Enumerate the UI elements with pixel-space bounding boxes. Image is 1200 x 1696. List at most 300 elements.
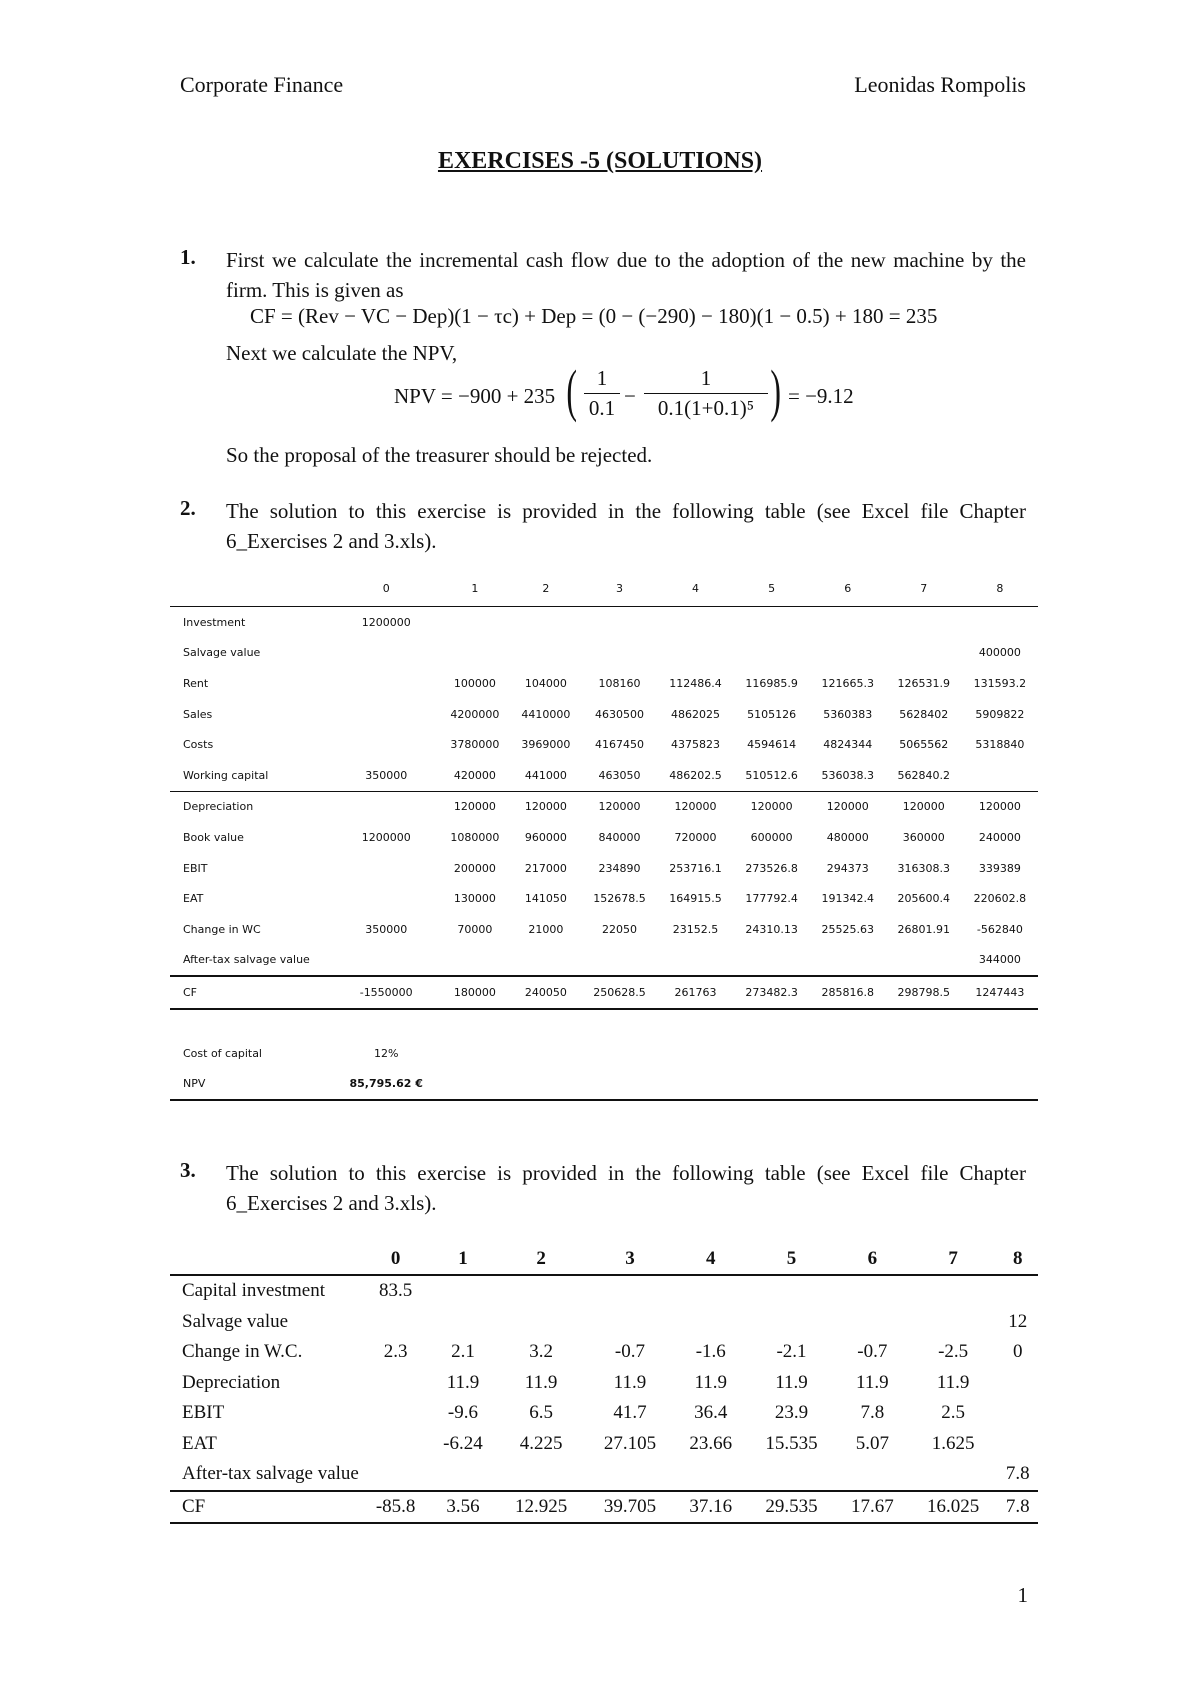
table-cell: 960000 — [524, 830, 567, 844]
year-header: 5 — [747, 1244, 836, 1275]
table-cell — [510, 945, 581, 977]
table-cell: 2.1 — [451, 1341, 475, 1363]
table-row — [170, 945, 1038, 977]
table-cell: 400000 — [978, 646, 1021, 660]
table-cell: 1200000 — [361, 830, 411, 844]
exercise3-text: The solution to this exercise is provided in the following table (see Excel file Chapter 6_Exercises 2 and 3.xls). — [226, 1161, 1026, 1215]
table-cell — [333, 883, 439, 914]
table-spacer-cell — [886, 1009, 962, 1038]
table-cell: 298798.5 — [886, 976, 962, 1009]
table-spacer-cell — [734, 1038, 810, 1069]
table-cell: 1247443 — [962, 976, 1038, 1009]
table-cell: -2.1 — [776, 1341, 807, 1363]
table-cell: 5.07 — [855, 1432, 889, 1454]
table-row — [170, 1398, 1038, 1429]
table-cell: -1.6 — [695, 1341, 726, 1363]
table-cell: 15.535 — [765, 1432, 818, 1454]
npv-fraction-1-denominator: 0.1 — [588, 396, 616, 420]
table-cell — [962, 607, 1038, 638]
table-cell — [734, 607, 810, 638]
table-row — [170, 822, 1038, 853]
table-cell — [734, 945, 810, 977]
table-header-row — [170, 1244, 1038, 1275]
table-cell: 2.3 — [383, 1341, 408, 1363]
exercise3-cashflow-table — [170, 1244, 1038, 1524]
table-cell: 1.625 — [931, 1432, 975, 1454]
table-spacer-cell — [581, 1068, 657, 1100]
table-cell — [810, 607, 886, 638]
table-cell — [674, 1307, 747, 1338]
table-cell: 344000 — [978, 953, 1021, 967]
row-label: CF — [170, 976, 333, 1009]
table-cell: -0.7 — [614, 1341, 645, 1363]
table-cell: 83.5 — [379, 1280, 413, 1302]
table-cell: 180000 — [439, 976, 510, 1009]
row-label: Change in WC — [183, 922, 261, 936]
table-row — [170, 976, 1038, 1009]
table-spacer-cell — [510, 1038, 581, 1069]
exercise2-number: 2. — [180, 496, 196, 520]
year-header: 8 — [962, 570, 1038, 607]
table-cell — [510, 638, 581, 669]
table-cell — [998, 1368, 1038, 1399]
table-row — [170, 883, 1038, 914]
table-spacer-cell — [886, 1038, 962, 1069]
table-cell: 11.9 — [613, 1371, 647, 1393]
table-cell: 840000 — [598, 830, 641, 844]
table-cell: 600000 — [750, 830, 793, 844]
table-cell: 4167450 — [594, 738, 644, 752]
table-cell: 480000 — [826, 830, 869, 844]
table-cell — [886, 607, 962, 638]
table-cell: 164915.5 — [669, 892, 722, 906]
table-cell: 37.16 — [674, 1491, 747, 1524]
table-cell: 12 — [1008, 1310, 1028, 1332]
table-cell: 120000 — [581, 791, 657, 822]
table-cell — [909, 1307, 998, 1338]
exercise2-text: The solution to this exercise is provided in the following table (see Excel file Chapter 6_Exercises 2 and 3.xls). — [226, 499, 1026, 553]
table-row — [170, 638, 1038, 669]
table-cell: 5318840 — [975, 738, 1025, 752]
table-row — [170, 760, 1038, 791]
table-cell: 4594614 — [747, 738, 797, 752]
table-cell: 27.105 — [603, 1432, 657, 1454]
header-label-cell — [170, 1244, 362, 1275]
table-cell: 4862025 — [671, 707, 721, 721]
table-cell: 7.8 — [860, 1402, 885, 1424]
table-spacer-cell — [581, 1009, 657, 1038]
row-label: EAT — [183, 892, 204, 906]
year-header: 3 — [581, 570, 657, 607]
table-cell — [658, 638, 734, 669]
table-cell: 4630500 — [594, 707, 644, 721]
table-cell: 70000 — [457, 922, 493, 936]
table-cell — [362, 1307, 429, 1338]
exercise1-next-text: Next we calculate the NPV, — [226, 341, 458, 365]
table-cell: 200000 — [453, 861, 496, 875]
table-spacer-cell — [170, 1009, 333, 1038]
exercise1-cf-equation: CF = (Rev − VC − Dep)(1 − τc) + Dep = (0 − (−290) − 180)(1 − 0.5) + 180 = 235 — [250, 304, 938, 328]
table-cell: 7.8 — [1005, 1463, 1030, 1485]
table-cell: 3.2 — [529, 1341, 553, 1363]
table-cell: 120000 — [962, 791, 1038, 822]
table-cell: 220602.8 — [973, 892, 1027, 906]
row-label: Rent — [183, 676, 209, 690]
table-cell: 104000 — [524, 676, 567, 690]
row-label: EAT — [182, 1432, 217, 1454]
table-row — [170, 853, 1038, 884]
table-spacer-cell — [810, 1038, 886, 1069]
table-cell: 5065562 — [899, 738, 949, 752]
table-cell: 12.925 — [497, 1491, 586, 1524]
table-cell: 205600.4 — [897, 892, 951, 906]
exercise1-text: First we calculate the incremental cash flow due to the adoption of the new machine by the firm. This is given as — [226, 248, 1026, 302]
table-row — [170, 1337, 1038, 1368]
table-cell: 240050 — [510, 976, 581, 1009]
table-cell — [581, 945, 657, 977]
table-cell: 285816.8 — [810, 976, 886, 1009]
table-cell: 126531.9 — [897, 676, 951, 690]
table-row — [170, 607, 1038, 638]
table-cell: 177792.4 — [745, 892, 798, 906]
table-spacer-cell — [734, 1068, 810, 1100]
row-label: Sales — [183, 707, 213, 721]
table-cell: -6.24 — [443, 1432, 483, 1454]
table-cell — [439, 638, 510, 669]
table-cell — [674, 1275, 747, 1307]
table-cell: 121665.3 — [821, 676, 874, 690]
year-header: 8 — [998, 1244, 1038, 1275]
table-cell — [747, 1459, 836, 1491]
year-header: 6 — [810, 570, 886, 607]
table-cell: 7.8 — [998, 1491, 1038, 1524]
row-label: Depreciation — [182, 1371, 281, 1393]
table-cell: 273482.3 — [734, 976, 810, 1009]
table-cell — [586, 1459, 675, 1491]
table-cell: 0 — [1013, 1341, 1023, 1363]
table-cell — [747, 1307, 836, 1338]
row-label: Working capital — [183, 768, 269, 782]
table-cell — [333, 791, 439, 822]
table-cell — [333, 853, 439, 884]
table-cell — [658, 945, 734, 977]
table-cell — [998, 1275, 1038, 1307]
table-cell — [333, 668, 439, 699]
table-cell: 486202.5 — [669, 768, 722, 782]
table-cell — [362, 1429, 429, 1460]
table-row — [170, 914, 1038, 945]
table-row — [170, 1429, 1038, 1460]
npv-fraction-1 — [584, 366, 620, 421]
page-title: EXERCISES -5 (SOLUTIONS) — [437, 148, 763, 174]
table-cell — [962, 760, 1038, 791]
table-cell: 130000 — [453, 892, 496, 906]
table-cell: 261763 — [658, 976, 734, 1009]
row-label: After-tax salvage value — [183, 953, 310, 967]
year-header: 1 — [439, 570, 510, 607]
table-spacer-cell — [962, 1038, 1038, 1069]
table-cell: 23152.5 — [672, 922, 719, 936]
table-cell: 6.5 — [529, 1402, 553, 1424]
year-header: 3 — [586, 1244, 675, 1275]
table-cell: 26801.91 — [897, 922, 951, 936]
table-spacer-cell — [886, 1068, 962, 1100]
npv-minus: − — [624, 384, 636, 408]
table-cell — [429, 1307, 496, 1338]
npv-right-paren: ) — [770, 358, 781, 423]
table-cell: 4375823 — [671, 738, 721, 752]
table-cell — [909, 1459, 998, 1491]
exercise2-cashflow-table — [170, 570, 1038, 1101]
table-cell: 562840.2 — [897, 768, 951, 782]
table-cell: -2.5 — [938, 1341, 969, 1363]
table-cell: -1550000 — [333, 976, 439, 1009]
year-header: 4 — [674, 1244, 747, 1275]
table-cell — [886, 638, 962, 669]
row-label: Salvage value — [183, 646, 261, 660]
row-label: Costs — [183, 738, 214, 752]
table-cell — [734, 638, 810, 669]
row-label: Capital investment — [182, 1280, 326, 1302]
exercise1-number: 1. — [180, 245, 196, 269]
table-cell: 120000 — [734, 791, 810, 822]
cost-of-capital-row — [170, 1038, 1038, 1069]
table-cell: 339389 — [978, 861, 1021, 875]
table-cell: 120000 — [658, 791, 734, 822]
table-cell — [362, 1459, 429, 1491]
table-row — [170, 668, 1038, 699]
row-label: After-tax salvage value — [182, 1463, 359, 1485]
npv-formula — [394, 358, 864, 442]
table-cell: 11.9 — [936, 1371, 970, 1393]
table-cell — [658, 607, 734, 638]
table-spacer-cell — [439, 1038, 510, 1069]
cost-of-capital-label: Cost of capital — [183, 1046, 262, 1060]
year-header: 5 — [734, 570, 810, 607]
table-cell: 5360383 — [823, 707, 873, 721]
table-cell — [836, 1307, 909, 1338]
table-cell: 24310.13 — [745, 922, 798, 936]
table-spacer-cell — [333, 1009, 439, 1038]
table-cell — [586, 1307, 675, 1338]
table-row — [170, 1368, 1038, 1399]
table-cell: 5105126 — [747, 707, 797, 721]
table-cell: 17.67 — [836, 1491, 909, 1524]
table-cell: 510512.6 — [745, 768, 798, 782]
npv-lhs: NPV = −900 + 235 — [394, 384, 556, 408]
table-cell — [497, 1459, 586, 1491]
header-author: Leonidas Rompolis — [854, 72, 1026, 97]
table-cell: 100000 — [453, 676, 496, 690]
table-cell: 41.7 — [613, 1402, 647, 1424]
table-cell — [333, 945, 439, 977]
table-spacer-cell — [510, 1068, 581, 1100]
table-cell — [998, 1429, 1038, 1460]
year-header: 7 — [886, 570, 962, 607]
npv-value: 85,795.62 € — [333, 1068, 439, 1100]
row-label: CF — [170, 1491, 362, 1524]
table-spacer-cell — [658, 1009, 734, 1038]
table-cell: 4200000 — [450, 707, 500, 721]
table-cell — [810, 638, 886, 669]
table-cell: 11.9 — [775, 1371, 808, 1393]
table-cell: 360000 — [902, 830, 945, 844]
table-row — [170, 699, 1038, 730]
year-header: 2 — [510, 570, 581, 607]
table-cell — [333, 699, 439, 730]
table-cell: 120000 — [886, 791, 962, 822]
table-cell — [429, 1275, 496, 1307]
table-spacer-cell — [962, 1009, 1038, 1038]
table-cell: 21000 — [528, 922, 564, 936]
table-cell: -0.7 — [857, 1341, 888, 1363]
table-cell: 3969000 — [521, 738, 571, 752]
table-cell: 4.225 — [519, 1432, 563, 1454]
year-header: 2 — [497, 1244, 586, 1275]
table-cell — [362, 1368, 429, 1399]
table-cell: 11.9 — [446, 1371, 480, 1393]
npv-fraction-2-denominator: 0.1(1+0.1)⁵ — [657, 396, 755, 420]
table-cell: 2.5 — [941, 1402, 965, 1424]
table-cell: 112486.4 — [669, 676, 722, 690]
table-cell: 22050 — [601, 922, 637, 936]
table-cell — [909, 1275, 998, 1307]
table-cell — [674, 1459, 747, 1491]
npv-fraction-2-bar — [644, 393, 768, 394]
table-cell: 4824344 — [823, 738, 873, 752]
row-label: Change in W.C. — [182, 1341, 303, 1363]
table-cell: 253716.1 — [669, 861, 722, 875]
table-cell — [429, 1459, 496, 1491]
table-cell: 11.9 — [524, 1371, 558, 1393]
table-cell: 3780000 — [450, 738, 500, 752]
npv-label: NPV — [170, 1068, 333, 1100]
table-cell: 16.025 — [909, 1491, 998, 1524]
table-cell: 536038.3 — [821, 768, 874, 782]
table-spacer-cell — [658, 1038, 734, 1069]
npv-rhs: = −9.12 — [788, 384, 854, 408]
table-spacer-cell — [581, 1038, 657, 1069]
table-cell — [439, 945, 510, 977]
table-cell — [836, 1459, 909, 1491]
year-header: 6 — [836, 1244, 909, 1275]
header-course: Corporate Finance — [180, 72, 344, 97]
table-cell: 250628.5 — [581, 976, 657, 1009]
table-cell: 152678.5 — [593, 892, 646, 906]
table-cell: 120000 — [810, 791, 886, 822]
year-header: 0 — [333, 570, 439, 607]
table-spacer-cell — [510, 1009, 581, 1038]
row-label: Depreciation — [170, 791, 333, 822]
table-row — [170, 791, 1038, 822]
table-cell: 217000 — [524, 861, 567, 875]
table-cell: 23.9 — [774, 1402, 809, 1424]
table-cell: 240000 — [978, 830, 1021, 844]
table-row — [170, 1307, 1038, 1338]
table-cell: 29.535 — [747, 1491, 836, 1524]
table-cell — [836, 1275, 909, 1307]
table-cell: 116985.9 — [745, 676, 798, 690]
table-cell: 294373 — [826, 861, 869, 875]
exercise3-number: 3. — [180, 1158, 196, 1182]
table-cell: 420000 — [453, 768, 496, 782]
table-cell: 4410000 — [521, 707, 571, 721]
table-row — [170, 1491, 1038, 1524]
table-cell: 1080000 — [450, 830, 500, 844]
table-cell: 350000 — [365, 922, 408, 936]
npv-row — [170, 1068, 1038, 1100]
row-label: EBIT — [182, 1402, 225, 1424]
table-spacer-cell — [810, 1009, 886, 1038]
table-cell: 11.9 — [856, 1371, 889, 1393]
table-header-row — [170, 570, 1038, 607]
table-cell: 191342.4 — [821, 892, 874, 906]
table-cell — [497, 1275, 586, 1307]
header-label-cell — [170, 570, 333, 607]
table-cell — [586, 1275, 675, 1307]
table-cell: 120000 — [510, 791, 581, 822]
row-label: EBIT — [183, 861, 208, 875]
table-cell: 5909822 — [975, 707, 1025, 721]
table-cell — [581, 607, 657, 638]
table-cell: 350000 — [365, 768, 408, 782]
table-cell — [998, 1398, 1038, 1429]
table-cell: 141050 — [524, 892, 567, 906]
table-cell: 3.56 — [429, 1491, 496, 1524]
cost-of-capital-value: 12% — [373, 1046, 399, 1060]
table-row — [170, 1459, 1038, 1491]
exercise1-conclusion: So the proposal of the treasurer should be rejected. — [226, 443, 653, 467]
table-cell: 273526.8 — [745, 861, 798, 875]
table-cell: 36.4 — [694, 1402, 728, 1424]
table-cell — [333, 638, 439, 669]
table-spacer-cell — [439, 1009, 510, 1038]
npv-fraction-2 — [644, 366, 768, 421]
table-cell — [581, 638, 657, 669]
year-header: 1 — [429, 1244, 496, 1275]
npv-fraction-1-bar — [584, 393, 620, 394]
table-cell — [439, 607, 510, 638]
table-row — [170, 1275, 1038, 1307]
table-spacer-cell — [439, 1068, 510, 1100]
table-cell: 1200000 — [361, 615, 411, 629]
table-cell: 316308.3 — [897, 861, 951, 875]
year-header: 7 — [909, 1244, 998, 1275]
table-cell — [333, 729, 439, 760]
table-cell — [497, 1307, 586, 1338]
table-cell: 441000 — [524, 768, 567, 782]
table-cell: -85.8 — [362, 1491, 429, 1524]
table-cell: 463050 — [598, 768, 641, 782]
table-cell — [510, 607, 581, 638]
table-spacer-cell — [658, 1068, 734, 1100]
table-cell: 25525.63 — [821, 922, 874, 936]
page-number: 1 — [1017, 1583, 1028, 1607]
table-cell: 120000 — [439, 791, 510, 822]
table-cell: 5628402 — [899, 707, 949, 721]
row-label: Investment — [183, 615, 246, 629]
table-cell — [362, 1398, 429, 1429]
table-cell: 108160 — [598, 676, 641, 690]
table-cell: -9.6 — [447, 1402, 478, 1424]
year-header: 4 — [658, 570, 734, 607]
table-cell — [810, 945, 886, 977]
table-spacer-cell — [734, 1009, 810, 1038]
table-cell: 720000 — [674, 830, 717, 844]
table-cell: 39.705 — [586, 1491, 675, 1524]
table-row — [170, 729, 1038, 760]
table-cell — [886, 945, 962, 977]
